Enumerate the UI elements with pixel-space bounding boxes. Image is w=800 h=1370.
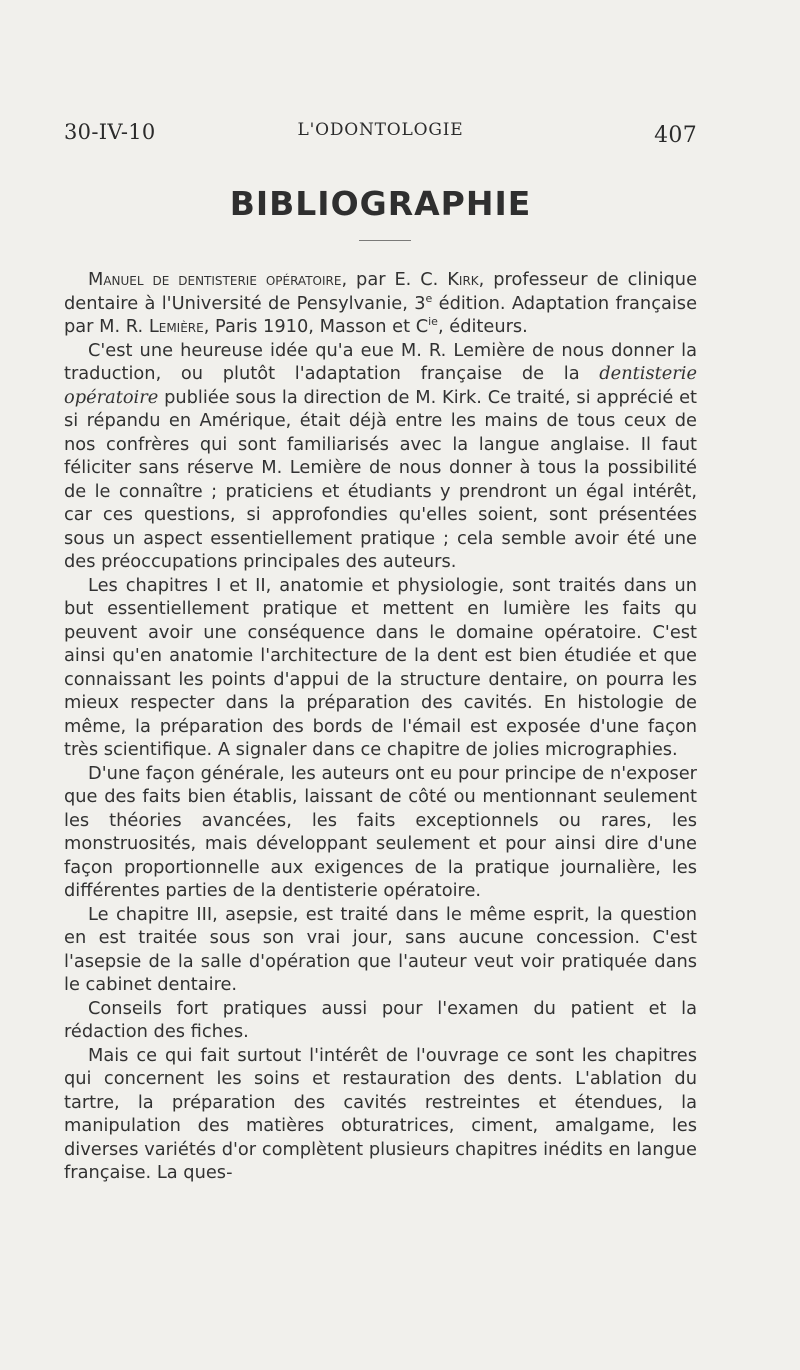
italic-book-title: dentisterie opératoire xyxy=(64,363,697,408)
paragraph-2: Les chapitres I et II, anatomie et physiologie, sont traités dans un but essentiellement pratique et mettent en lumière les faits qu peuvent avoir une conséquence dans le domaine opératoire. C'est ainsi qu'en anatomie l'architecture de la dent est bien étudiée et que connaissant les points d'appui de la structure dentaire, on pourra les mieux respecter dans la préparation des cavités. En histologie de même, la préparation des bords de l'émail est exposée d'une façon très scientifique. A signaler dans ce chapitre de jolies micrographies. xyxy=(64,574,697,760)
paragraph-3: D'une façon générale, les auteurs ont eu pour principe de n'exposer que des faits bien établis, laissant de côté ou mentionnant seulement les théories avancées, les faits exceptionnels ou rares, les monstruosités, mais développant seulement et pour ainsi dire d'une façon proportionnelle aux exigences de la pratique journalière, les différentes parties de la dentisterie opératoire. xyxy=(64,762,697,901)
paragraph-1-end: publiée sous la direction de M. Kirk. Ce traité, si apprécié et si répandu en Amérique, était déjà entre les mains de tous ceux de nos confrères qui sont familiarisés avec la langue anglaise. Il faut féliciter sans réserve M. Lemière de nous donner à tous la possibilité de le connaître ; praticiens et étudiants y prendront un égal intérêt, car ces questions, si approfondies qu'elles soient, sont présentées sous un aspect essentiellement pratique ; cela semble avoir été une des préoccupations principales des auteurs. xyxy=(64,386,697,572)
paragraph-5: Conseils fort pratiques aussi pour l'examen du patient et la rédaction des fiches. xyxy=(64,997,697,1042)
adapter-name: Lemière xyxy=(148,316,204,337)
edition-superscript: e xyxy=(425,291,433,305)
publisher-superscript: ie xyxy=(428,315,438,329)
running-head xyxy=(64,117,697,147)
author-role: , professeur de clinique dentaire à l'Université de Pensylvanie, 3 xyxy=(64,269,698,314)
issue-date: 30-IV-10 xyxy=(64,120,156,144)
book-title: Manuel de dentisterie opératoire, xyxy=(88,269,348,290)
paragraph-4: Le chapitre III, asepsie, est traité dans le même esprit, la question en est traitée sous son vrai jour, sans aucune concession. C'est l'asepsie de la salle d'opération que l'auteur veut voir pratiquée dans le cabinet dentaire. xyxy=(64,903,697,995)
publisher-rest: , éditeurs. xyxy=(437,316,528,337)
author-name: Kirk xyxy=(447,269,479,290)
review-heading-paragraph xyxy=(64,268,697,339)
paragraph-1 xyxy=(64,339,697,574)
paragraph-6: Mais ce qui fait surtout l'intérêt de l'ouvrage ce sont les chapitres qui concernent les soins et restauration des dents. L'ablation du tartre, la préparation des cavités restreintes et étendues, la manipulation des matières obturatrices, ciment, amalgame, les diverses variétés d'or complètent plusieurs chapitres inédits en langue française. La ques- xyxy=(64,1044,697,1183)
page-number: 407 xyxy=(654,123,697,148)
edition-text: édition. Adaptation française par M. R. xyxy=(64,292,698,337)
section-title: BIBLIOGRAPHIE xyxy=(229,184,532,223)
paragraph-1-start: C'est une heureuse idée qu'a eue M. R. Lemière de nous donner la traduction, ou plutôt l'adaptation française de la xyxy=(64,339,697,384)
title-divider xyxy=(359,240,411,241)
by-text: par E. C. xyxy=(347,269,448,290)
journal-name: L'ODONTOLOGIE xyxy=(297,120,464,140)
publisher-text: , Paris 1910, Masson et C xyxy=(203,316,429,337)
review-article xyxy=(64,268,697,1185)
